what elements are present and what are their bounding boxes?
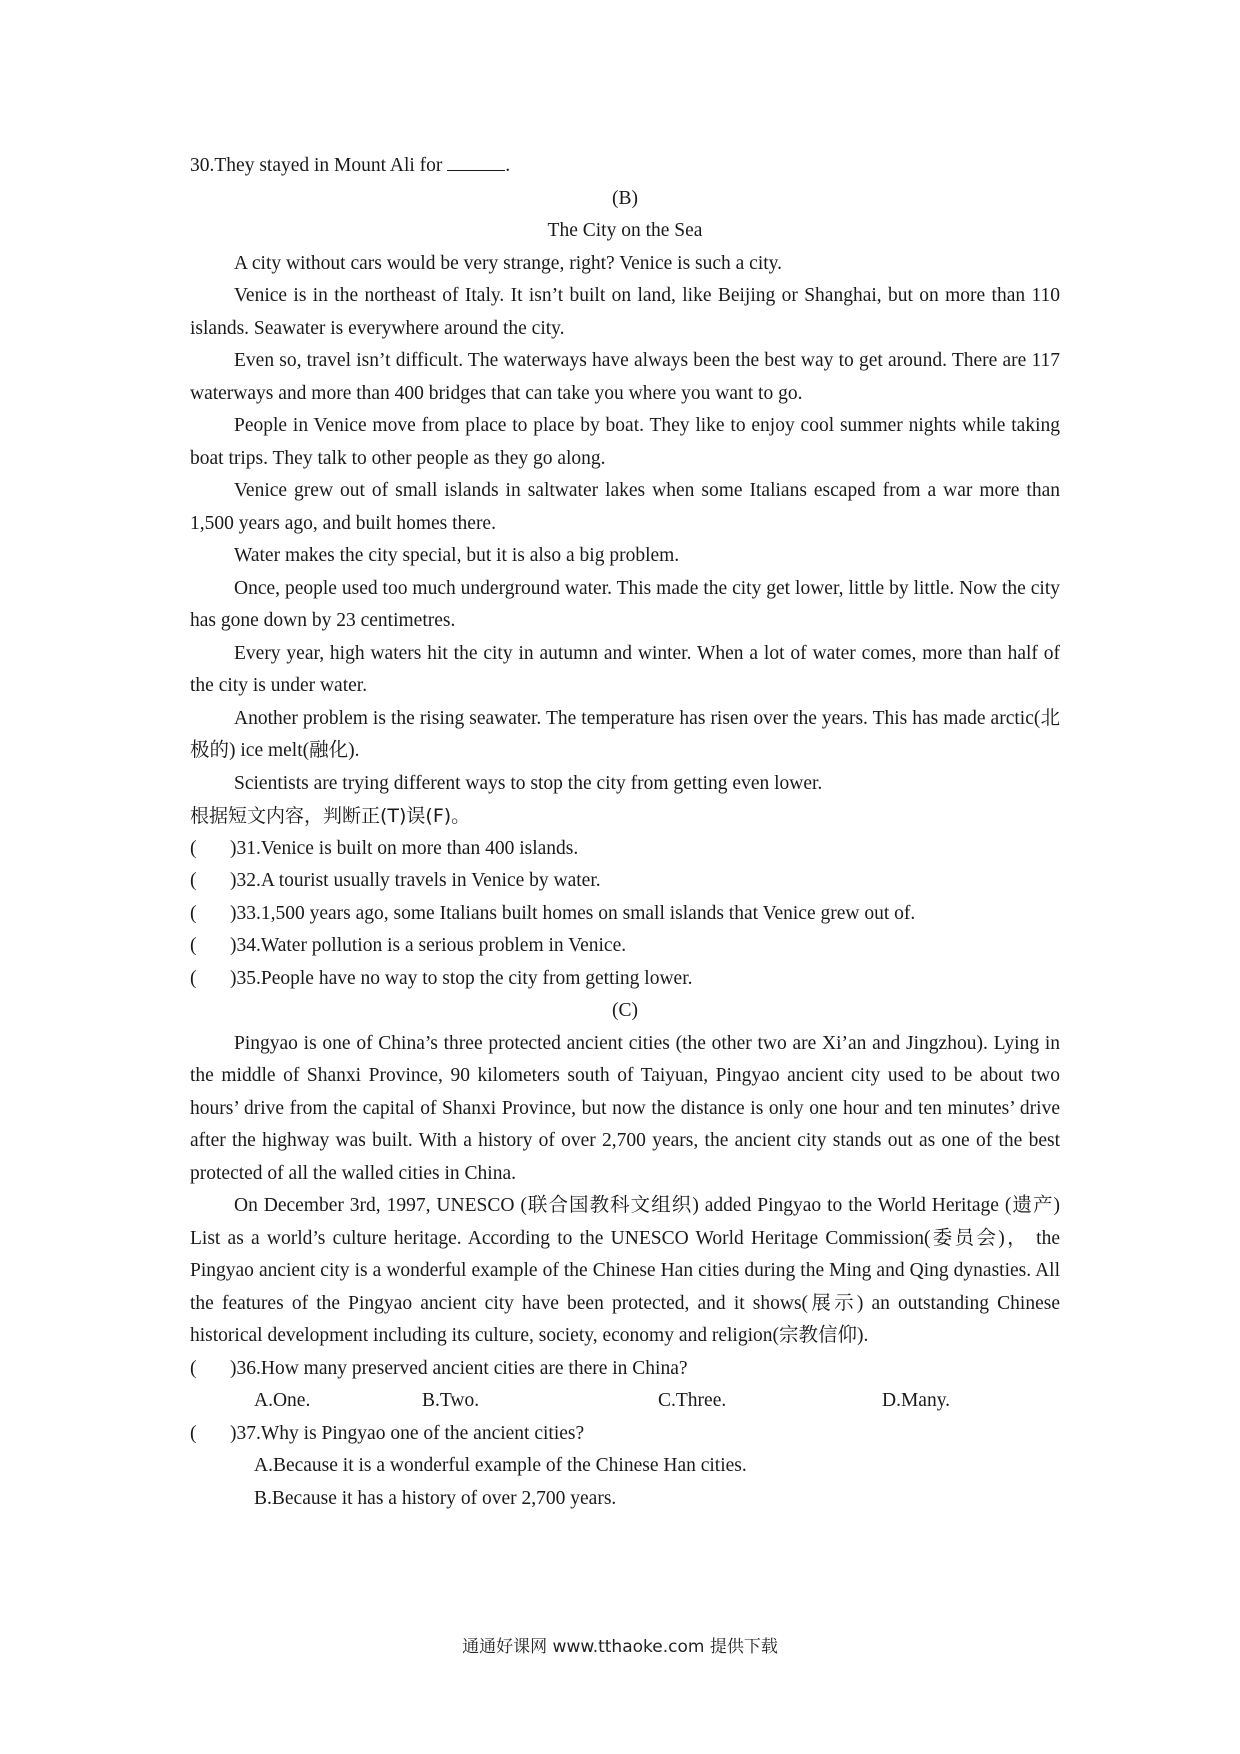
section-b-label: (B)	[612, 187, 638, 209]
question-36-options	[190, 1385, 1060, 1418]
passage-b-paragraph: Water makes the city special, but it is also a big problem.	[234, 545, 680, 566]
passage-b-paragraph: Even so, travel isn’t difficult. The waterways have always been the best way to get around. There are 117 waterways and more than 400 bridges that can take you where you want to go.	[190, 350, 1060, 404]
option-b: B.Because it has a history of over 2,700 years.	[254, 1487, 617, 1509]
section-b-title: The City on the Sea	[547, 220, 703, 241]
passage-c-paragraph: On December 3rd, 1997, UNESCO (联合国教科文组织) added Pingyao to the World Heritage (遗产) List as a world’s culture heritage. According to the UNESCO World Heritage Commission(委员会)， the Pingyao ancient city is a wonderful example of the Chinese Han cities during the Ming and Qing dynasties. All the features of the Pingyao ancient city have been protected, and it shows(展示) an outstanding Chinese historical development including its culture, society, economy and religion(宗教信仰).	[190, 1195, 1060, 1346]
exam-page	[190, 150, 1060, 1515]
option-a: A.One.	[254, 1390, 311, 1411]
answer-blank	[447, 152, 505, 171]
question-30: 30.They stayed in Mount Ali for .	[190, 150, 1060, 183]
passage-c-paragraph: Pingyao is one of China’s three protected ancient cities (the other two are Xi’an and Jingzhou). Lying in the middle of Shanxi Province, 90 kilometers south of Taiyuan, Pingyao ancient city used to be about two hours’ drive from the capital of Shanxi Province, but now the distance is only one hour and ten minutes’ drive after the highway was built. With a history of over 2,700 years, the ancient city stands out as one of the best protected of all the walled cities in China.	[190, 1032, 1060, 1184]
question-32: ( )32.A tourist usually travels in Venice by water.	[190, 870, 601, 891]
question-35: ( )35.People have no way to stop the city from getting lower.	[190, 967, 693, 989]
instruction: 根据短文内容，判断正(T)误(F)。	[190, 805, 471, 827]
passage-b-paragraph: People in Venice move from place to place by boat. They like to enjoy cool summer nights while taking boat trips. They talk to other people as they go along.	[190, 415, 1060, 469]
question-33: ( )33.1,500 years ago, some Italians built homes on small islands that Venice grew out of.	[190, 902, 916, 924]
passage-b-paragraph: Every year, high waters hit the city in autumn and winter. When a lot of water comes, more than half of the city is under water.	[190, 642, 1060, 696]
option-c: C.Three.	[658, 1390, 727, 1411]
question-36: ( )36.How many preserved ancient cities are there in China?	[190, 1357, 688, 1379]
passage-b-paragraph: Once, people used too much underground water. This made the city get lower, little by little. Now the city has gone down by 23 centimetres.	[190, 577, 1060, 631]
question-31: ( )31.Venice is built on more than 400 islands.	[190, 837, 579, 859]
question-34: ( )34.Water pollution is a serious problem in Venice.	[190, 935, 627, 956]
passage-b-paragraph: Venice is in the northeast of Italy. It isn’t built on land, like Beijing or Shanghai, but on more than 110 islands. Seawater is everywhere around the city.	[190, 285, 1060, 339]
passage-b-paragraph: Another problem is the rising seawater. The temperature has risen over the years. This has made arctic(北极的) ice melt(融化).	[190, 707, 1060, 761]
passage-b-paragraph: Scientists are trying different ways to stop the city from getting even lower.	[234, 772, 823, 794]
footer-watermark: 通通好课网 www.tthaoke.com 提供下载	[462, 1637, 778, 1657]
section-c-label: (C)	[612, 1000, 638, 1021]
option-b: B.Two.	[422, 1390, 480, 1411]
option-d: D.Many.	[882, 1390, 951, 1411]
passage-b-paragraph: A city without cars would be very strange, right? Venice is such a city.	[234, 252, 783, 274]
passage-b-paragraph: Venice grew out of small islands in saltwater lakes when some Italians escaped from a war more than 1,500 years ago, and built homes there.	[190, 480, 1060, 534]
option-a: A.Because it is a wonderful example of the Chinese Han cities.	[254, 1455, 747, 1476]
question-37: ( )37.Why is Pingyao one of the ancient cities?	[190, 1422, 585, 1444]
